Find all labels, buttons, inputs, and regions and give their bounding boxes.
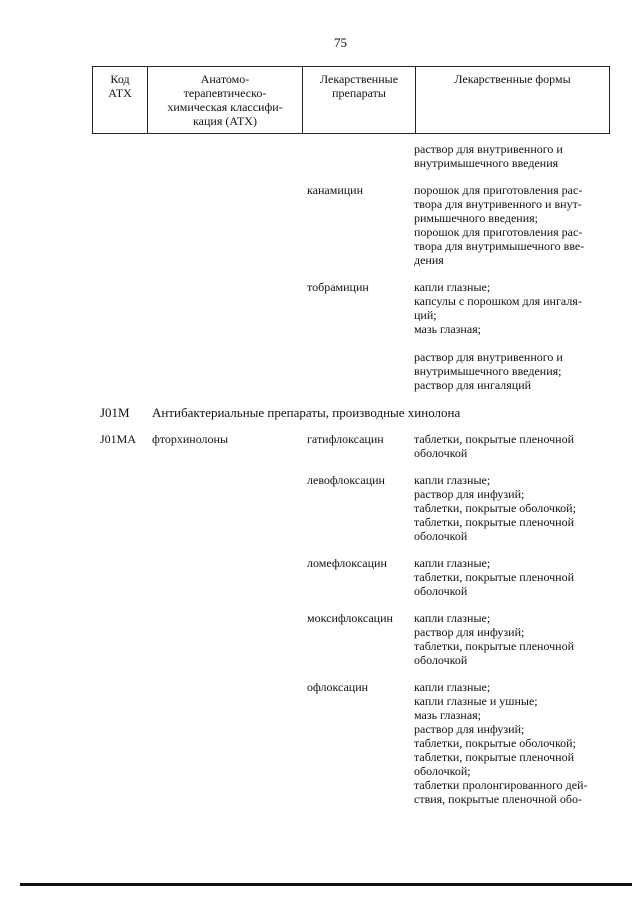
drug-forms-ofloxacin: капли глазные; капли глазные и ушные; мазь глазная; раствор для инфузий; таблетки, покрытые оболочкой; таблетки, покрытые пленочной оболочкой; таблетки пролонгированного дей- ствия, покрытые пленочной обо- — [414, 680, 588, 806]
drug-name-levofloxacin: левофлоксацин — [307, 473, 385, 487]
drug-forms-lomefloxacin: капли глазные; таблетки, покрытые пленочной оболочкой — [414, 556, 575, 598]
drug-name-kanamycin: канамицин — [307, 183, 364, 197]
drug-name-gatifloxacin: гатифлоксацин — [307, 432, 384, 446]
drug-forms-levofloxacin: капли глазные; раствор для инфузий; таблетки, покрытые оболочкой; таблетки, покрытые пленочной оболочкой — [414, 473, 576, 543]
bottom-rule — [20, 883, 632, 886]
drug-forms-tobramycin: капли глазные; капсулы с порошком для ингаля- ций; мазь глазная; раствор для внутривенного и внутримышечного введения; раствор для ингаляций — [414, 280, 582, 392]
header-classification: Анатомо- терапевтическо- химическая классифи- кация (АТХ) — [148, 67, 303, 134]
header-code: Код АТХ — [93, 67, 148, 134]
drug-name-tobramycin: тобрамицин — [307, 280, 369, 294]
drug-forms-kanamycin: порошок для приготовления рас- твора для внутривенного и внут- римышечного введения; порошок для приготовления рас- твора для внутримышечного вве- дения — [414, 183, 585, 267]
continued-forms: раствор для внутривенного и внутримышечного введения — [414, 142, 563, 170]
drug-forms-gatifloxacin: таблетки, покрытые пленочной оболочкой — [414, 432, 575, 460]
section-name: Антибактериальные препараты, производные хинолона — [152, 405, 461, 420]
subgroup-name: фторхинолоны — [152, 432, 229, 446]
drug-name-ofloxacin: офлоксацин — [307, 680, 369, 694]
drug-name-moxifloxacin: моксифлоксацин — [307, 611, 393, 625]
section-code: J01M — [100, 405, 130, 420]
table-header — [92, 66, 610, 134]
drug-forms-moxifloxacin: капли глазные; раствор для инфузий; таблетки, покрытые пленочной оболочкой — [414, 611, 575, 667]
header-forms: Лекарственные формы — [416, 67, 610, 134]
page-number: 75 — [334, 35, 347, 50]
drug-name-lomefloxacin: ломефлоксацин — [307, 556, 387, 570]
header-drugs: Лекарственные препараты — [303, 67, 416, 134]
subgroup-code: J01MA — [100, 432, 137, 446]
